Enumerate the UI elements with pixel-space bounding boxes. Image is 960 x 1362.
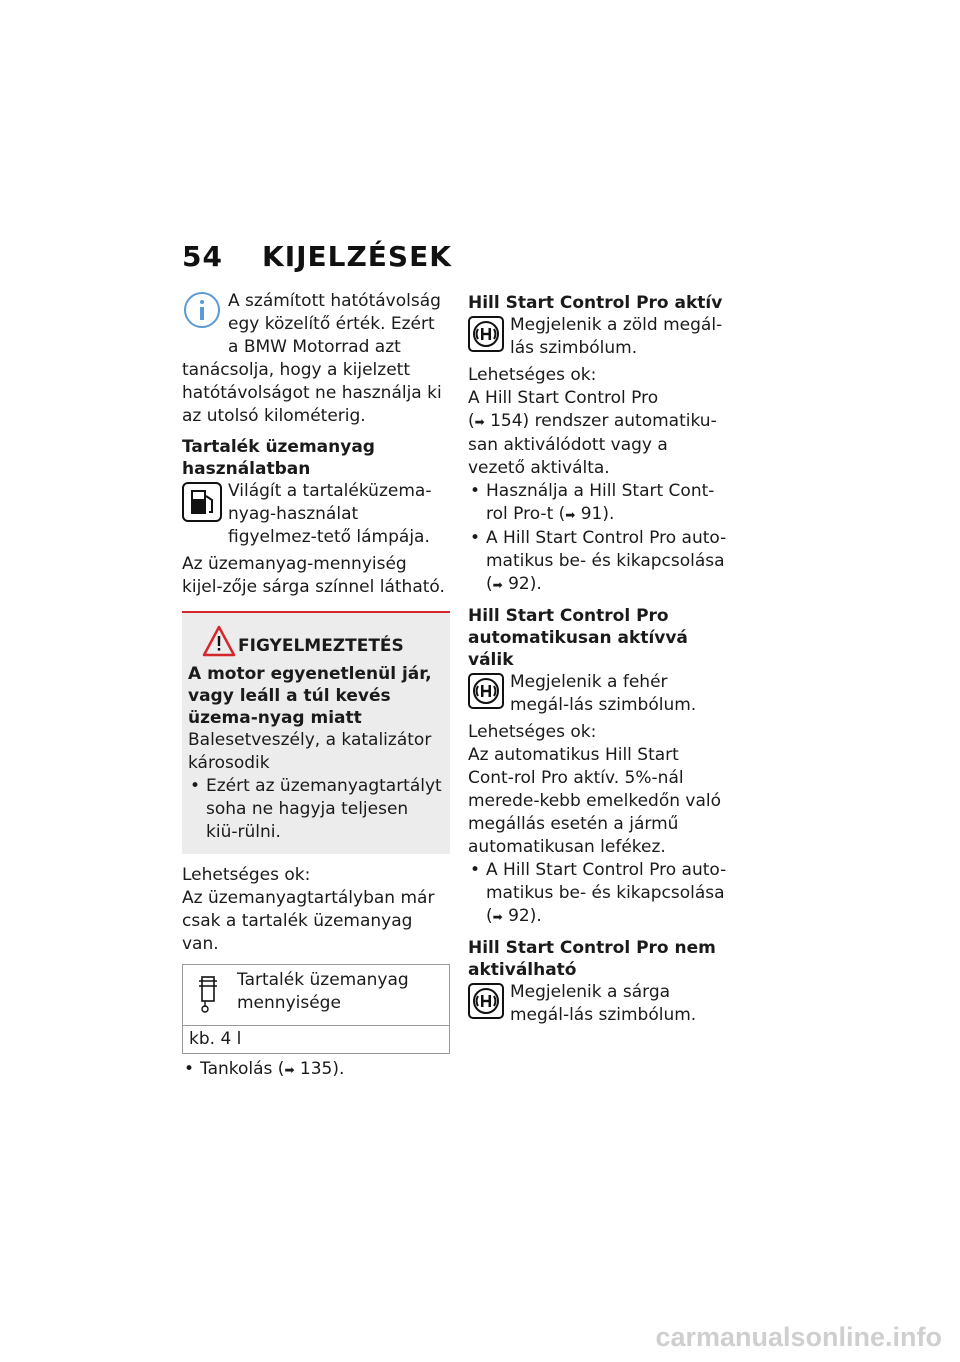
- warning-box: [182, 611, 450, 854]
- hill-active-icon-row: [468, 314, 730, 360]
- reserve-body: Az üzemanyag-mennyiség kijel-zője sárga színnel látható.: [182, 554, 445, 597]
- hill-start-icon: [468, 673, 504, 709]
- hill-active-b1-text: Használja a Hill Start Cont-rol Pro-t (: [486, 481, 715, 524]
- page-header: [182, 240, 452, 273]
- hill-active-bullet-1: [468, 480, 730, 527]
- reserve-table: [182, 964, 450, 1054]
- hill-active-cause-b: 154) rendszer automatiku-san aktiválódott vagy a vezető aktiválta.: [468, 411, 717, 478]
- hill-auto-b1-page[interactable]: 92).: [508, 906, 542, 926]
- hill-active-heading: Hill Start Control Pro aktív: [468, 293, 723, 313]
- warning-body: Balesetveszély, a katalizátor károsodik: [188, 730, 432, 773]
- hill-auto-icon-text: Megjelenik a fehér megál-lás szimbólum.: [510, 672, 697, 715]
- reference-arrow-icon: ➡: [565, 508, 576, 522]
- hill-start-icon: [468, 316, 504, 352]
- hill-active-cause-label: Lehetséges ok:: [468, 365, 597, 385]
- watermark: carmanualsonline.info: [655, 1322, 942, 1352]
- hill-unavailable-icon-row: [468, 981, 730, 1027]
- reserve-heading: Tartalék üzemanyag használatban: [182, 437, 375, 479]
- right-column: [468, 290, 730, 1031]
- page-number: 54: [182, 240, 223, 273]
- page-title: KIJELZÉSEK: [262, 240, 452, 273]
- cause-label: Lehetséges ok:: [182, 865, 311, 885]
- warning-label: FIGYELMEZTETÉS: [238, 636, 404, 656]
- hill-auto-heading: Hill Start Control Pro automatikusan aktívvá válik: [468, 606, 688, 670]
- hill-unavailable-icon-text: Megjelenik a sárga megál-lás szimbólum.: [510, 982, 697, 1025]
- reserve-icon-row: [182, 480, 450, 549]
- hill-active-b1-page[interactable]: 91).: [580, 504, 615, 524]
- hill-auto-bullet-1: [468, 859, 730, 929]
- reference-arrow-icon: ➡: [284, 1063, 295, 1077]
- hill-active-bullet-2: [468, 527, 730, 597]
- warning-triangle-icon: [202, 625, 236, 664]
- cause-text: Az üzemanyagtartályban már csak a tartalék üzemanyag van.: [182, 888, 435, 954]
- fuel-gauge-icon: [197, 973, 221, 1020]
- hill-active-cause-b-line: (➡ 154) rendszer automatiku-san aktiválódott vagy a vezető aktiválta.: [468, 411, 717, 478]
- refuel-text: Tankolás (: [200, 1059, 285, 1079]
- warning-heading: A motor egyenetlenül jár, vagy leáll a túl kevés üzema-nyag miatt: [188, 664, 432, 728]
- info-icon: [182, 290, 222, 337]
- reference-arrow-icon: ➡: [492, 910, 503, 924]
- reserve-icon-text: Világít a tartaléküzema-nyag-használat figyelmez-tető lámpája.: [228, 481, 432, 547]
- reference-arrow-icon: ➡: [474, 415, 485, 429]
- hill-auto-b1-text: A Hill Start Control Pro auto-matikus be- és kikapcsolása (: [486, 860, 727, 926]
- hill-auto-cause-label: Lehetséges ok:: [468, 722, 597, 742]
- warning-bullet: • Ezért az üzemanyagtartályt soha ne hagyja teljesen kiü-rülni.: [188, 775, 444, 844]
- reference-arrow-icon: ➡: [492, 578, 503, 592]
- refuel-page[interactable]: 135).: [299, 1059, 345, 1079]
- fuel-pump-icon: [182, 482, 222, 529]
- hill-active-b2-text: A Hill Start Control Pro auto-matikus be- és kikapcsolása (: [486, 528, 727, 594]
- table-value: kb. 4 l: [189, 1029, 242, 1049]
- hill-unavailable-heading: Hill Start Control Pro nem aktiválható: [468, 938, 716, 980]
- table-header-row: [183, 965, 449, 1026]
- hill-auto-icon-row: [468, 671, 730, 717]
- hill-active-b2-page[interactable]: 92).: [508, 574, 542, 594]
- hill-active-icon-text: Megjelenik a zöld megál-lás szimbólum.: [510, 315, 723, 358]
- left-column: [182, 290, 450, 1082]
- refuel-bullet: [182, 1058, 450, 1082]
- info-note: [182, 290, 450, 428]
- hill-active-cause-a: A Hill Start Control Pro: [468, 388, 659, 408]
- hill-start-icon: [468, 983, 504, 1019]
- hill-auto-cause-text: Az automatikus Hill Start Cont-rol Pro aktív. 5%-nál merede-kebb emelkedőn való megállás esetén a jármű automatikusan lefékez.: [468, 745, 722, 857]
- info-note-text: A számított hatótávolság egy közelítő érték. Ezért a BMW Motorrad azt tanácsolja, hogy a kijelzett hatótávolságot ne használja ki az utolsó kilométerig.: [182, 291, 442, 426]
- table-header: Tartalék üzemanyag mennyisége: [237, 970, 409, 1013]
